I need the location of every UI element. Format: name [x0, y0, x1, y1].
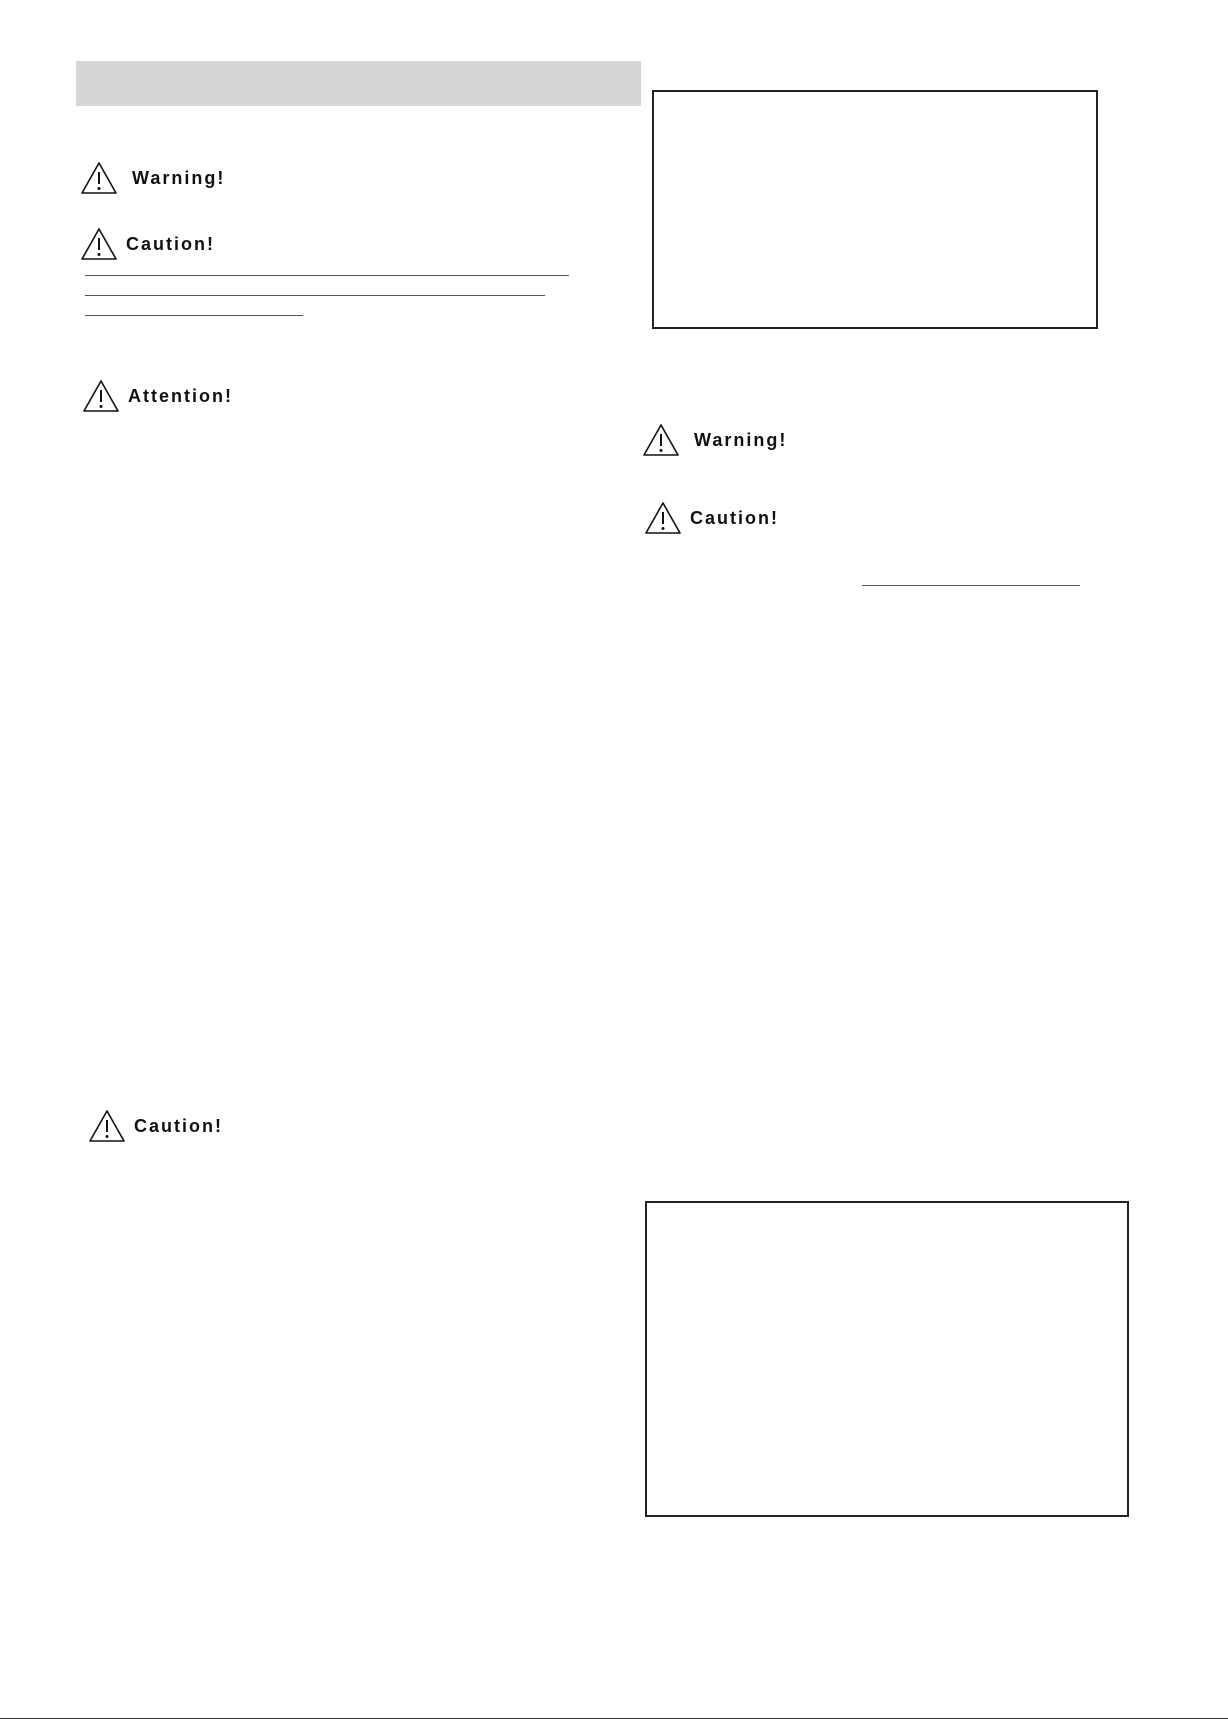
warning-notice-left — [80, 158, 225, 198]
divider-line — [85, 275, 569, 276]
section-header-bar — [76, 61, 641, 106]
caution-notice-right — [644, 498, 779, 538]
caution-notice-left-1 — [80, 224, 215, 264]
divider-line — [862, 585, 1080, 586]
info-box-bottom — [645, 1201, 1129, 1517]
warning-label: Warning! — [694, 429, 788, 450]
caution-label: Caution! — [690, 507, 779, 528]
attention-label: Attention! — [128, 385, 233, 406]
warning-triangle-icon — [644, 501, 682, 535]
warning-label: Warning! — [132, 167, 226, 188]
warning-triangle-icon — [80, 161, 118, 195]
divider-line — [85, 315, 303, 316]
warning-triangle-icon — [88, 1109, 126, 1143]
warning-triangle-icon — [80, 227, 118, 261]
divider-line — [85, 295, 545, 296]
warning-notice-right — [642, 420, 787, 460]
warning-triangle-icon — [642, 423, 680, 457]
caution-notice-left-2 — [88, 1106, 223, 1146]
attention-notice-left — [82, 376, 233, 416]
caution-label: Caution! — [134, 1115, 223, 1136]
info-box-top — [652, 90, 1098, 329]
caution-label: Caution! — [126, 233, 215, 254]
warning-triangle-icon — [82, 379, 120, 413]
page-bottom-line — [0, 1718, 1228, 1719]
